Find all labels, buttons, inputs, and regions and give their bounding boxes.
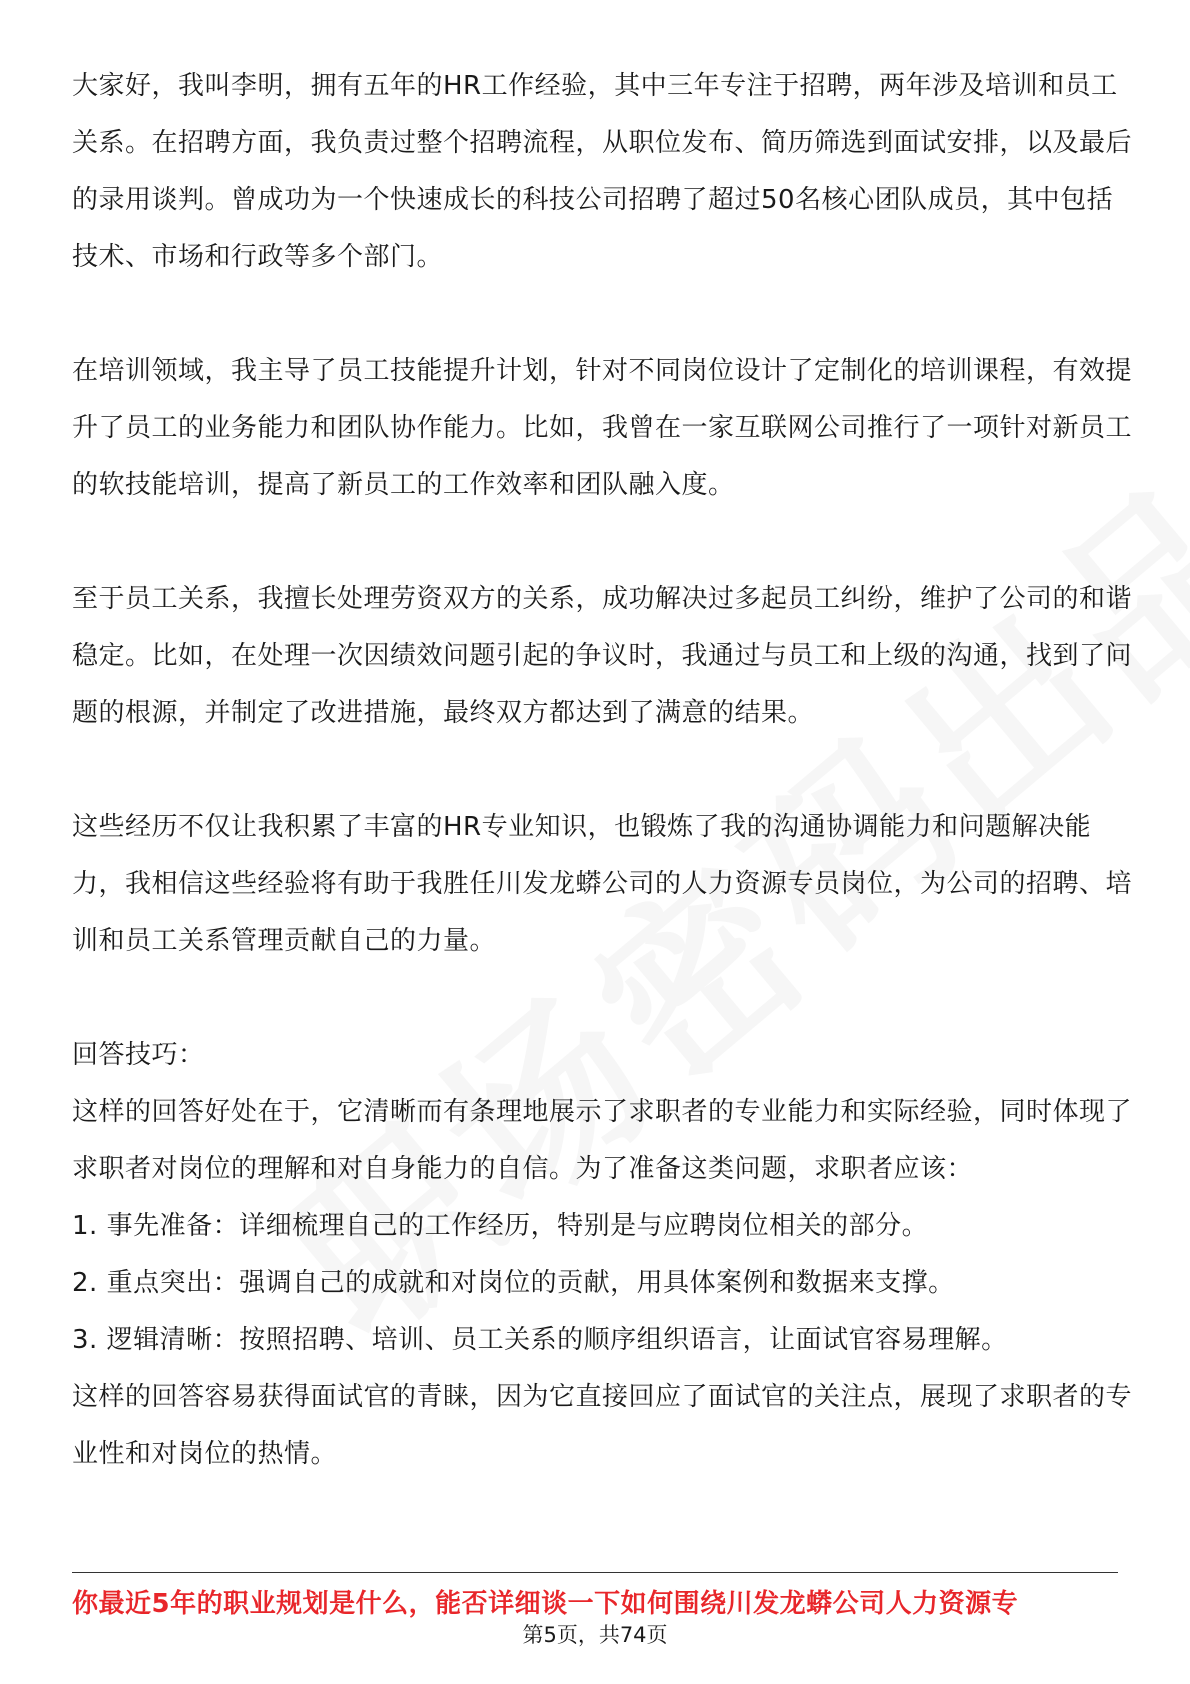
paragraph-gap [72, 970, 1132, 1027]
answer-paragraph-2: 在培训领域，我主导了员工技能提升计划，针对不同岗位设计了定制化的培训课程，有效提升了员工的业务能力和团队协作能力。比如，我曾在一家互联网公司推行了一项针对新员工的软技能培训，提高了新员工的工作效率和团队融入度。 [72, 356, 1133, 500]
answer-paragraph-3: 至于员工关系，我擅长处理劳资双方的关系，成功解决过多起员工纠纷，维护了公司的和谐稳定。比如，在处理一次因绩效问题引起的争议时，我通过与员工和上级的沟通，找到了问题的根源，并制定了改进措施，最终双方都达到了满意的结果。 [72, 584, 1133, 728]
answer-body [72, 58, 1132, 1483]
paragraph-gap [72, 286, 1132, 343]
next-question-heading: 你最近5年的职业规划是什么，能否详细谈一下如何围绕川发龙蟒公司人力资源专 [72, 1589, 1019, 1619]
tips-item-1: 1. 事先准备：详细梳理自己的工作经历，特别是与应聘岗位相关的部分。 [72, 1211, 929, 1241]
answer-paragraph-4: 这些经历不仅让我积累了丰富的HR专业知识，也锻炼了我的沟通协调能力和问题解决能力，我相信这些经验将有助于我胜任川发龙蟒公司的人力资源专员岗位，为公司的招聘、培训和员工关系管理贡献自己的力量。 [72, 812, 1133, 956]
tips-heading: 回答技巧： [72, 1040, 205, 1070]
page-number: 第5页，共74页 [522, 1623, 668, 1647]
section-divider [72, 1572, 1118, 1573]
tips-intro: 这样的回答好处在于，它清晰而有条理地展示了求职者的专业能力和实际经验，同时体现了求职者对岗位的理解和对自身能力的自信。为了准备这类问题，求职者应该： [72, 1097, 1133, 1184]
tips-conclusion: 这样的回答容易获得面试官的青睐，因为它直接回应了面试官的关注点，展现了求职者的专业性和对岗位的热情。 [72, 1382, 1133, 1469]
answer-paragraph-1: 大家好，我叫李明，拥有五年的HR工作经验，其中三年专注于招聘，两年涉及培训和员工关系。在招聘方面，我负责过整个招聘流程，从职位发布、简历筛选到面试安排，以及最后的录用谈判。曾成功为一个快速成长的科技公司招聘了超过50名核心团队成员，其中包括技术、市场和行政等多个部门。 [72, 71, 1133, 272]
tips-item-2: 2. 重点突出：强调自己的成就和对岗位的贡献，用具体案例和数据来支撑。 [72, 1268, 955, 1298]
paragraph-gap [72, 742, 1132, 799]
paragraph-gap [72, 514, 1132, 571]
tips-item-3: 3. 逻辑清晰：按照招聘、培训、员工关系的顺序组织语言，让面试官容易理解。 [72, 1325, 1008, 1355]
